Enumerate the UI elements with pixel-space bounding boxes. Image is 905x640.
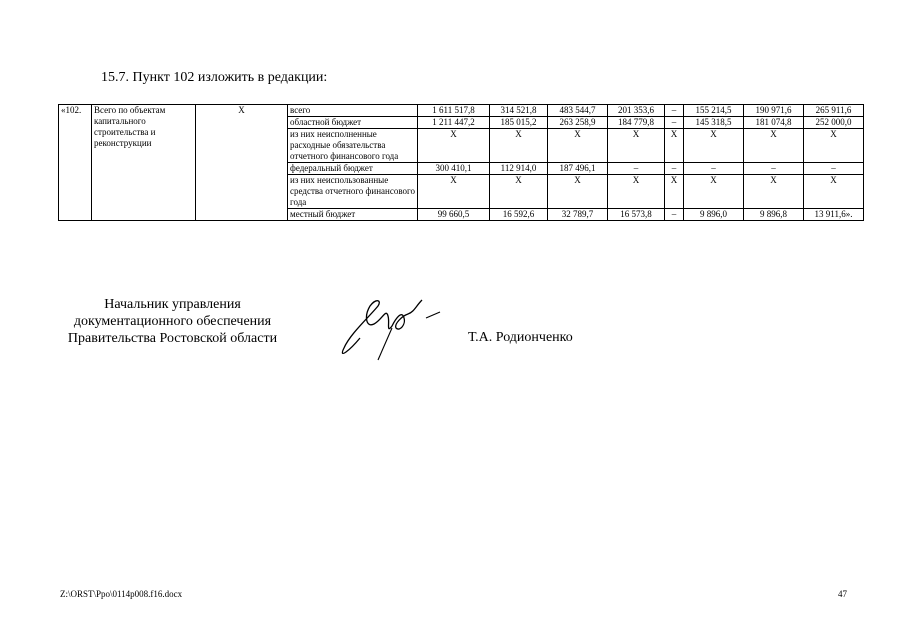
value-cell: Х [608,175,665,209]
value-cell: – [665,163,684,175]
value-cell: 99 660,5 [418,209,490,221]
value-cell: Х [548,129,608,163]
value-cell: Х [418,175,490,209]
value-cell: 314 521,8 [490,105,548,117]
value-cell: Х [490,129,548,163]
page-number: 47 [838,589,847,599]
value-cell: 1 211 447,2 [418,117,490,129]
value-cell: – [665,209,684,221]
funding-source-label: всего [288,105,418,117]
value-cell: 483 544,7 [548,105,608,117]
value-cell: 187 496,1 [548,163,608,175]
value-cell: 16 573,8 [608,209,665,221]
value-cell: 9 896,8 [744,209,804,221]
value-cell: 32 789,7 [548,209,608,221]
object-name-cell: Всего по объектам капитального строительства и реконструкции [92,105,196,221]
value-cell: 184 779,8 [608,117,665,129]
funding-source-label: из них неисполненные расходные обязательства отчетного финансового года [288,129,418,163]
value-cell: – [684,163,744,175]
value-cell: 201 353,6 [608,105,665,117]
signer-position-line: документационного обеспечения [73,314,272,329]
value-cell: 181 074,8 [744,117,804,129]
value-cell: Х [665,129,684,163]
funding-source-label: федеральный бюджет [288,163,418,175]
value-cell: Х [804,129,864,163]
value-cell: 155 214,5 [684,105,744,117]
mark-cell: Х [196,105,288,221]
value-cell: Х [665,175,684,209]
value-cell: 16 592,6 [490,209,548,221]
section-heading: 15.7. Пункт 102 изложить в редакции: [101,70,328,85]
value-cell: Х [684,129,744,163]
value-cell: 145 318,5 [684,117,744,129]
funding-source-label: из них неиспользованные средства отчетного финансового года [288,175,418,209]
value-cell: 9 896,0 [684,209,744,221]
signer-position-line: Правительства Ростовской области [67,331,278,346]
value-cell: 185 015,2 [490,117,548,129]
value-cell: 300 410,1 [418,163,490,175]
value-cell: Х [804,175,864,209]
value-cell: 265 911,6 [804,105,864,117]
table-row [59,105,864,117]
handwritten-signature [330,288,450,363]
value-cell: 252 000,0 [804,117,864,129]
value-cell: Х [608,129,665,163]
value-cell: 13 911,6». [804,209,864,221]
file-path: Z:\ORST\Ppo\0114p008.f16.docx [60,589,183,599]
value-cell: Х [684,175,744,209]
value-cell: – [744,163,804,175]
signer-position-line: Начальник управления [104,297,241,312]
signer-position [60,296,285,347]
value-cell: – [665,117,684,129]
value-cell: 1 611 517,8 [418,105,490,117]
value-cell: – [665,105,684,117]
value-cell: Х [744,129,804,163]
value-cell: – [608,163,665,175]
value-cell: 112 914,0 [490,163,548,175]
signer-name: Т.А. Родионченко [468,330,573,345]
value-cell: 190 971,6 [744,105,804,117]
budget-table [58,104,864,221]
funding-source-label: областной бюджет [288,117,418,129]
funding-source-label: местный бюджет [288,209,418,221]
value-cell: 263 258,9 [548,117,608,129]
value-cell: Х [744,175,804,209]
value-cell: – [804,163,864,175]
value-cell: Х [490,175,548,209]
value-cell: Х [548,175,608,209]
value-cell: Х [418,129,490,163]
row-number-cell: «102. [59,105,92,221]
